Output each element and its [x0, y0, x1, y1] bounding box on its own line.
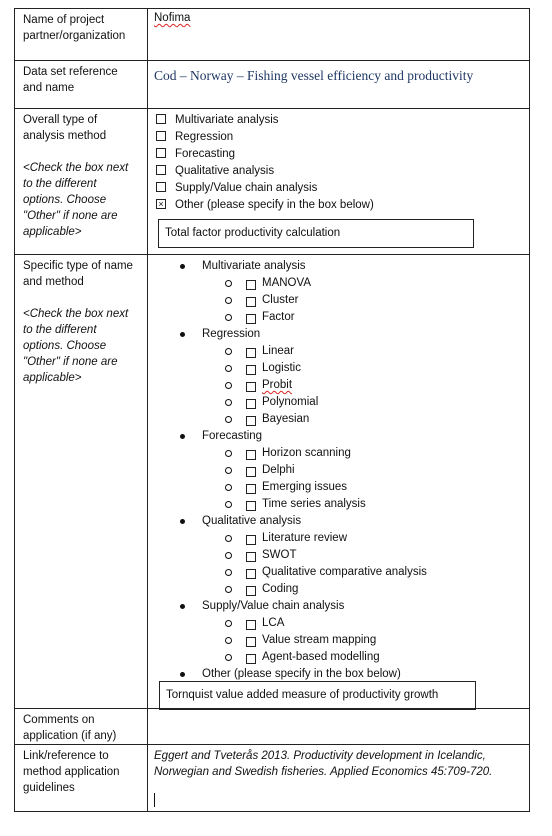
- specific-option-label: Qualitative comparative analysis: [262, 566, 427, 578]
- row-specific: [14, 254, 530, 708]
- row-link: [14, 744, 530, 812]
- overall-option[interactable]: [154, 146, 523, 163]
- specific-group: [154, 258, 523, 275]
- circle-bullet-icon: [225, 399, 232, 406]
- specific-option-label: Cluster: [262, 294, 299, 306]
- specific-option[interactable]: [154, 530, 523, 547]
- row-partner: [14, 8, 530, 60]
- specific-option-label: Horizon scanning: [262, 447, 351, 459]
- checkbox-icon[interactable]: [246, 654, 256, 664]
- circle-bullet-icon: [225, 586, 232, 593]
- circle-bullet-icon: [225, 297, 232, 304]
- link-value: Eggert and Tveterås 2013. Productivity development in Icelandic, Norwegian and Swedish fisheries. Applied Economics 45:709-720.: [154, 750, 493, 778]
- circle-bullet-icon: [225, 365, 232, 372]
- specific-option[interactable]: [154, 411, 523, 428]
- bullet-icon: [180, 519, 185, 524]
- dataset-cell[interactable]: [148, 61, 529, 108]
- circle-bullet-icon: [225, 637, 232, 644]
- overall-option[interactable]: [154, 180, 523, 197]
- specific-option[interactable]: [154, 462, 523, 479]
- overall-label: Overall type of analysis method: [23, 114, 107, 142]
- checkbox-icon[interactable]: [156, 114, 166, 124]
- overall-other-box[interactable]: [158, 219, 474, 248]
- specific-group: [154, 326, 523, 343]
- circle-bullet-icon: [225, 416, 232, 423]
- specific-options: [148, 255, 529, 708]
- circle-bullet-icon: [225, 348, 232, 355]
- specific-group: [154, 598, 523, 615]
- circle-bullet-icon: [225, 382, 232, 389]
- comments-cell[interactable]: [148, 709, 529, 744]
- checkbox-icon[interactable]: [246, 450, 256, 460]
- overall-option[interactable]: [154, 112, 523, 129]
- checkbox-icon[interactable]: [246, 620, 256, 630]
- overall-label-cell: [15, 109, 148, 254]
- bullet-icon: [180, 604, 185, 609]
- checkbox-icon[interactable]: [246, 484, 256, 494]
- specific-option[interactable]: [154, 343, 523, 360]
- checkbox-icon[interactable]: [246, 467, 256, 477]
- specific-option[interactable]: [154, 581, 523, 598]
- partner-cell[interactable]: [148, 9, 529, 60]
- specific-option[interactable]: [154, 615, 523, 632]
- circle-bullet-icon: [225, 280, 232, 287]
- specific-option-label: Factor: [262, 311, 295, 323]
- circle-bullet-icon: [225, 450, 232, 457]
- specific-note: <Check the box next to the different options. Choose "Other" if none are applicable>: [23, 308, 129, 384]
- link-cell[interactable]: [148, 745, 529, 811]
- checkbox-icon[interactable]: [156, 182, 166, 192]
- specific-option-label: Emerging issues: [262, 481, 348, 493]
- specific-option-label: Delphi: [262, 464, 295, 476]
- specific-option-label: Time series analysis: [262, 498, 366, 510]
- specific-group-label: Supply/Value chain analysis: [202, 600, 345, 612]
- checkbox-icon[interactable]: [246, 280, 256, 290]
- specific-group-label: Other (please specify in the box below): [202, 668, 401, 680]
- circle-bullet-icon: [225, 484, 232, 491]
- checkbox-icon[interactable]: [156, 131, 166, 141]
- checkbox-icon[interactable]: [246, 569, 256, 579]
- checkbox-icon[interactable]: [156, 165, 166, 175]
- checkbox-icon[interactable]: [246, 382, 256, 392]
- specific-group-label: Regression: [202, 328, 261, 340]
- checkbox-icon[interactable]: [246, 535, 256, 545]
- specific-option[interactable]: [154, 547, 523, 564]
- comments-label: Comments on application (if any): [15, 709, 148, 744]
- checkbox-icon[interactable]: [246, 348, 256, 358]
- specific-option[interactable]: [154, 564, 523, 581]
- checkbox-icon[interactable]: [246, 586, 256, 596]
- specific-group: [154, 513, 523, 530]
- checkbox-icon[interactable]: [246, 552, 256, 562]
- specific-option[interactable]: [154, 377, 523, 394]
- specific-option[interactable]: [154, 479, 523, 496]
- checkbox-icon[interactable]: [156, 148, 166, 158]
- text-cursor: [154, 793, 155, 807]
- specific-option-label: Coding: [262, 583, 299, 595]
- specific-option[interactable]: [154, 360, 523, 377]
- specific-option-label: Polynomial: [262, 396, 319, 408]
- bullet-icon: [180, 264, 185, 269]
- checkbox-icon[interactable]: [246, 314, 256, 324]
- specific-group-label: Forecasting: [202, 430, 263, 442]
- specific-option-label: MANOVA: [262, 277, 311, 289]
- dataset-label: Data set reference and name: [15, 61, 148, 108]
- overall-option-label: Multivariate analysis: [175, 114, 279, 126]
- specific-group-label: Multivariate analysis: [202, 260, 306, 272]
- specific-option-label: SWOT: [262, 549, 297, 561]
- checkbox-icon[interactable]: [246, 365, 256, 375]
- link-label: Link/reference to method application guidelines: [15, 745, 148, 811]
- row-dataset: [14, 60, 530, 108]
- checked-checkbox-icon[interactable]: ×: [156, 199, 166, 209]
- bullet-icon: [180, 434, 185, 439]
- specific-option-label: Probit: [262, 379, 293, 391]
- specific-group: [154, 428, 523, 445]
- circle-bullet-icon: [225, 569, 232, 576]
- overall-option-label: Other (please specify in the box below): [175, 199, 374, 211]
- circle-bullet-icon: [225, 314, 232, 321]
- checkbox-icon[interactable]: [246, 637, 256, 647]
- specific-option-label: Linear: [262, 345, 294, 357]
- bullet-icon: [180, 672, 185, 677]
- specific-other-value: Tornquist value added measure of productivity growth: [166, 689, 439, 701]
- specific-label-cell: [15, 255, 148, 708]
- overall-option[interactable]: [154, 197, 523, 214]
- specific-option[interactable]: [154, 394, 523, 411]
- specific-option-label: Logistic: [262, 362, 301, 374]
- overall-note: <Check the box next to the different options. Choose "Other" if none are applicable>: [23, 162, 129, 238]
- specific-option-label: LCA: [262, 617, 285, 629]
- specific-label: Specific type of name and method: [23, 260, 133, 288]
- checkbox-icon[interactable]: [246, 399, 256, 409]
- bullet-icon: [180, 332, 185, 337]
- specific-other-box[interactable]: [159, 681, 476, 710]
- overall-option-label: Qualitative analysis: [175, 165, 275, 177]
- specific-option[interactable]: [154, 445, 523, 462]
- circle-bullet-icon: [225, 620, 232, 627]
- specific-option-label: Agent-based modelling: [262, 651, 380, 663]
- partner-label: Name of project partner/organization: [15, 9, 148, 60]
- overall-option[interactable]: [154, 129, 523, 146]
- specific-option[interactable]: [154, 275, 523, 292]
- overall-other-value: Total factor productivity calculation: [165, 227, 341, 239]
- specific-option-label: Value stream mapping: [262, 634, 377, 646]
- specific-option[interactable]: [154, 292, 523, 309]
- specific-option[interactable]: [154, 309, 523, 326]
- circle-bullet-icon: [225, 552, 232, 559]
- partner-value: Nofima: [154, 12, 191, 24]
- overall-option-label: Supply/Value chain analysis: [175, 182, 318, 194]
- specific-option[interactable]: [154, 632, 523, 649]
- checkbox-icon[interactable]: [246, 297, 256, 307]
- specific-option[interactable]: [154, 649, 523, 666]
- row-overall: [14, 108, 530, 254]
- overall-option-label: Forecasting: [175, 148, 236, 160]
- checkbox-icon[interactable]: [246, 416, 256, 426]
- checkbox-icon[interactable]: [246, 501, 256, 511]
- overall-option-label: Regression: [175, 131, 234, 143]
- circle-bullet-icon: [225, 467, 232, 474]
- dataset-value: Cod – Norway – Fishing vessel efficiency and productivity: [154, 68, 474, 83]
- specific-option[interactable]: [154, 496, 523, 513]
- specific-option-label: Literature review: [262, 532, 348, 544]
- row-comments: [14, 708, 530, 744]
- circle-bullet-icon: [225, 501, 232, 508]
- specific-group-label: Qualitative analysis: [202, 515, 302, 527]
- overall-option[interactable]: [154, 163, 523, 180]
- specific-option-label: Bayesian: [262, 413, 310, 425]
- circle-bullet-icon: [225, 654, 232, 661]
- circle-bullet-icon: [225, 535, 232, 542]
